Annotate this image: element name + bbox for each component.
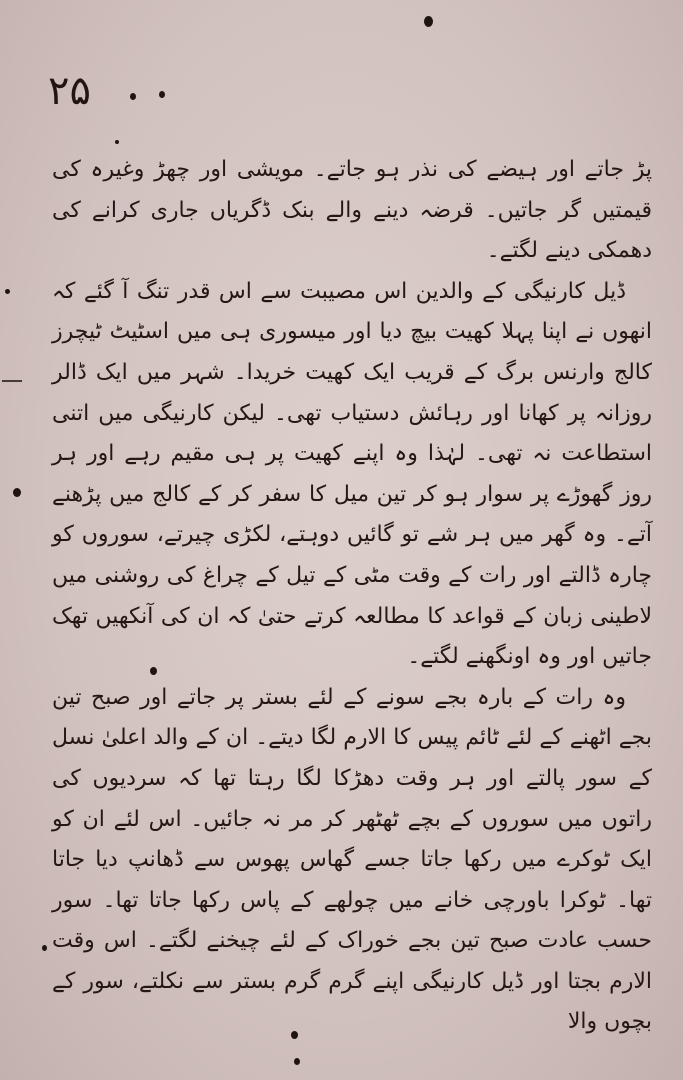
ink-speck (42, 945, 47, 951)
ink-speck (424, 16, 433, 27)
paragraph: وہ رات کے بارہ بجے سونے کے لئے بستر پر جاتے اور صبح تین بجے اٹھنے کے لئے ٹائم پیس کا الارم لگا دیتے۔ ان کے والد اعلیٰ نسل کے سور پالتے اور ہر وقت دھڑکا لگا رہتا تھا کہ سردیوں کی راتوں میں سوروں کے بچے ٹھٹھر کر مر نہ جائیں۔ اس لئے ان کو ایک ٹوکرے میں رکھا جاتا جسے گھاس پھوس سے ڈھانپ دیا جاتا تھا۔ ٹوکرا باورچی خانے میں چولھے کے پاس رکھا جاتا تھا۔ سور حسب عادت صبح تین بجے خوراک کے لئے چیخنے لگتے۔ اس وقت الارم بجتا اور ڈیل کارنیگی اپنے گرم گرم بستر سے نکلتے، سور کے بچوں والا (52, 684, 652, 1035)
margin-mark (2, 380, 22, 382)
ink-speck (130, 93, 136, 100)
ink-speck (5, 289, 10, 294)
body-text (52, 150, 652, 1043)
ink-speck (115, 140, 119, 144)
page-number: ۲۵ (48, 68, 91, 114)
ink-speck (159, 91, 165, 98)
ink-speck (294, 1058, 300, 1065)
paragraph: ڈیل کارنیگی کے والدین اس مصیبت سے اس قدر تنگ آ گئے کہ انھوں نے اپنا پہلا کھیت بیچ دیا اور میسوری ہی میں اسٹیٹ ٹیچرز کالج وارنس برگ کے قریب ایک کھیت خریدا۔ شہر میں ایک ڈالر روزانہ پر کھانا اور رہائش دستیاب تھی۔ لیکن کارنیگی میں اتنی استطاعت نہ تھی۔ لہٰذا وہ اپنے کھیت پر ہی مقیم رہے اور ہر روز گھوڑے پر سوار ہو کر تین میل کا سفر کر کے کالج میں پڑھنے آتے۔ وہ گھر میں ہر شے تو گائیں دوہتے، لکڑی چیرتے، سوروں کو چارہ ڈالتے اور رات کے وقت مٹی کے تیل کے چراغ کی روشنی میں لاطینی زبان کے قواعد کا مطالعہ کرتے حتیٰ کہ ان کی آنکھیں تھک جاتیں اور وہ اونگھنے لگتے۔ (52, 278, 652, 670)
ink-speck (150, 667, 157, 675)
ink-speck (291, 1031, 298, 1039)
ink-speck (13, 488, 21, 497)
paragraph: پڑ جاتے اور ہیضے کی نذر ہو جاتے۔ مویشی اور چھڑ وغیرہ کی قیمتیں گر جاتیں۔ قرضہ دینے والے بنک ڈگریاں جاری کرانے کی دھمکی دینے لگتے۔ (52, 157, 652, 264)
